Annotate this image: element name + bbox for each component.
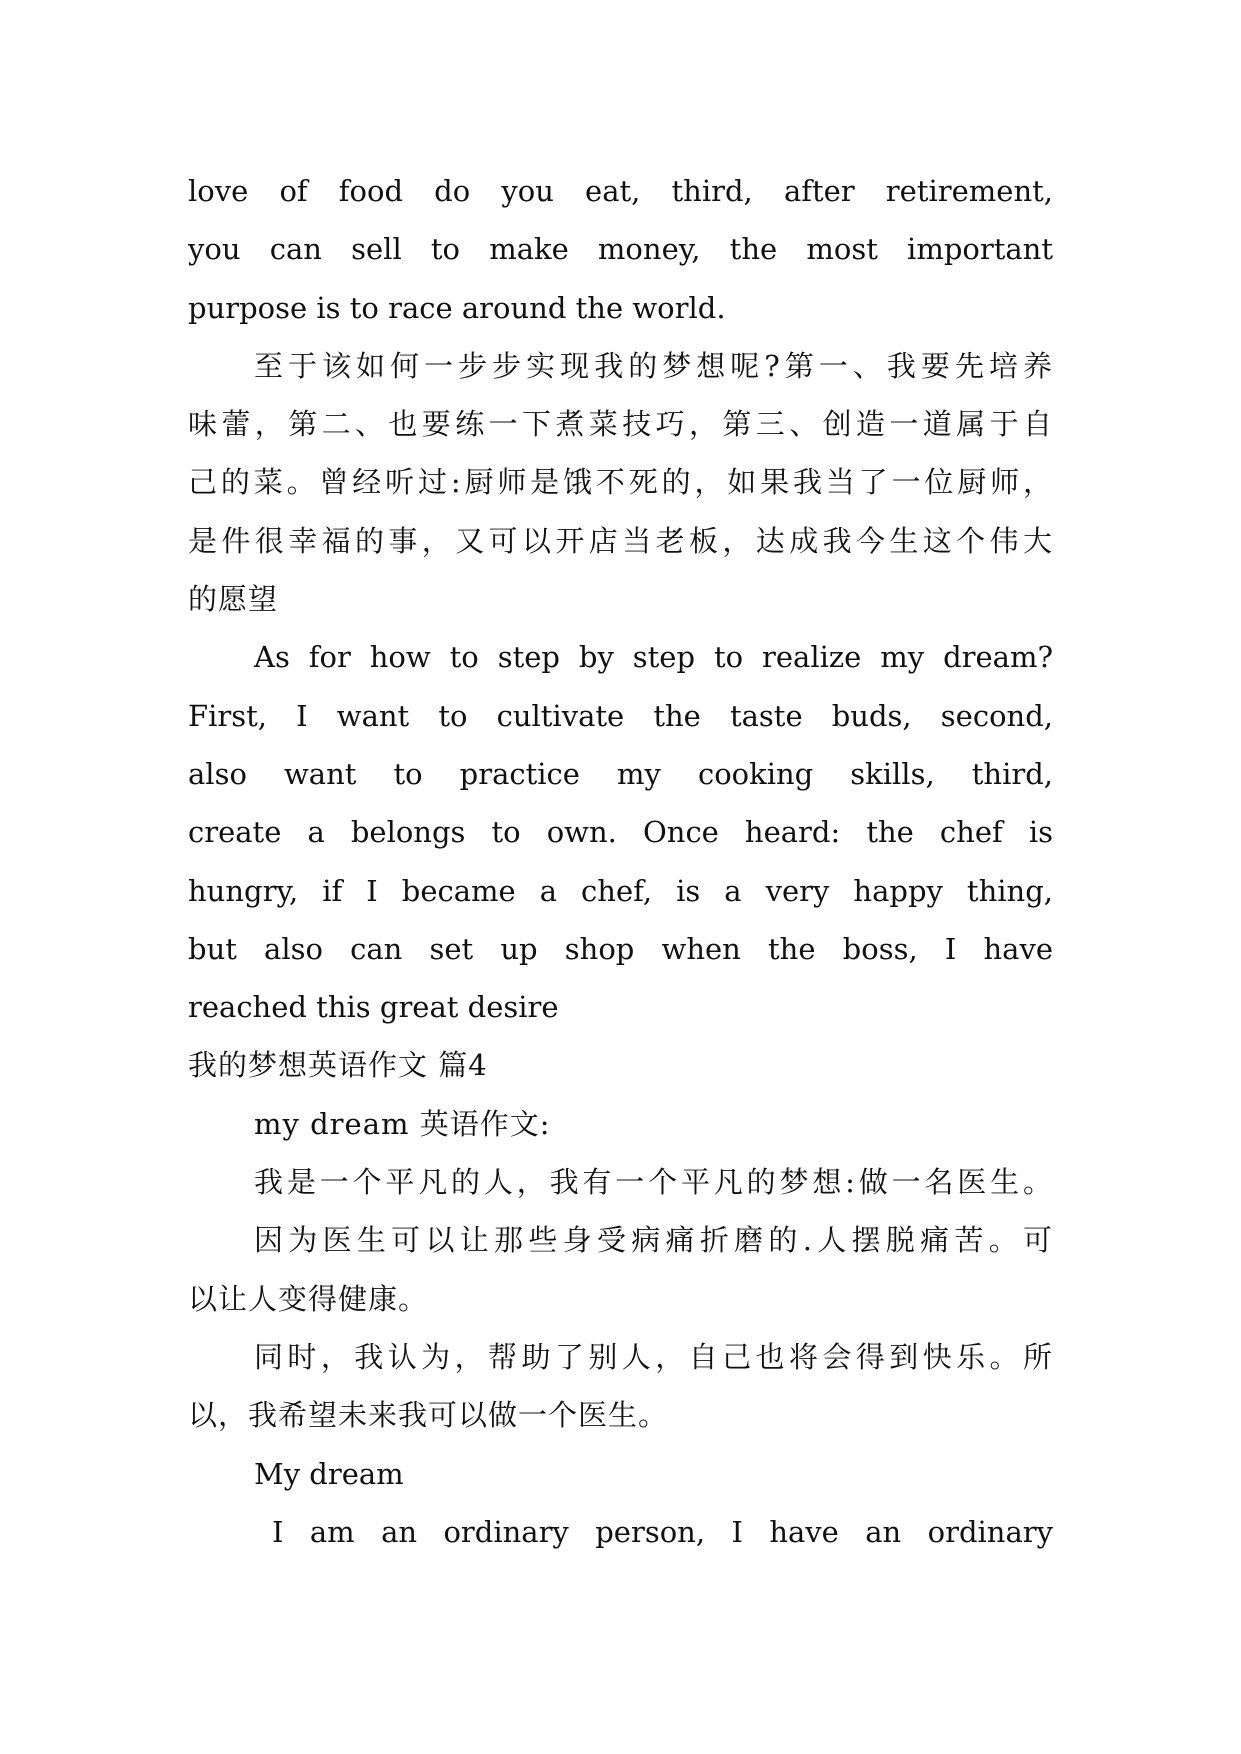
paragraph-line: you can sell to make money, the most important bbox=[188, 232, 1053, 267]
paragraph-line: I am an ordinary person, I have an ordinary bbox=[272, 1514, 1053, 1549]
paragraph-line: love of food do you eat, third, after retirement, bbox=[188, 174, 1053, 208]
paragraph-line: 味蕾，第二、也要练一下煮菜技巧，第三、创造一道属于自 bbox=[188, 407, 1053, 442]
paragraph-line: 以，我希望未来我可以做一个医生。 bbox=[188, 1398, 669, 1433]
paragraph-line: 以让人变得健康。 bbox=[188, 1281, 429, 1316]
document-body bbox=[188, 162, 1053, 1561]
paragraph-line: but also can set up shop when the boss, I have bbox=[188, 931, 1053, 966]
paragraph-line: create a belongs to own. Once heard: the chef is bbox=[188, 815, 1053, 850]
paragraph-line: 是件很幸福的事，又可以开店当老板，达成我今生这个伟大 bbox=[188, 523, 1053, 558]
paragraph-line: My dream bbox=[254, 1456, 404, 1491]
paragraph-line: 我是一个平凡的人，我有一个平凡的梦想:做一名医生。 bbox=[254, 1165, 1053, 1200]
paragraph-line: 己的菜。曾经听过:厨师是饿不死的，如果我当了一位厨师， bbox=[188, 465, 1053, 500]
section-heading: 我的梦想英语作文 篇4 bbox=[188, 1048, 488, 1083]
paragraph-line: 因为医生可以让那些身受病痛折磨的.人摆脱痛苦。可 bbox=[254, 1223, 1053, 1258]
paragraph-line: also want to practice my cooking skills, third, bbox=[188, 756, 1053, 791]
paragraph-line: my dream 英语作文: bbox=[254, 1106, 551, 1141]
paragraph-line: As for how to step by step to realize my dream? bbox=[254, 640, 1053, 675]
paragraph-line: purpose is to race around the world. bbox=[188, 290, 726, 325]
paragraph-line: 至于该如何一步步实现我的梦想呢?第一、我要先培养 bbox=[254, 348, 1053, 383]
paragraph-line: hungry, if I became a chef, is a very happy thing, bbox=[188, 873, 1053, 908]
paragraph-line: 同时，我认为，帮助了别人，自己也将会得到快乐。所 bbox=[254, 1339, 1053, 1374]
paragraph-line: 的愿望 bbox=[188, 582, 279, 617]
paragraph-line: reached this great desire bbox=[188, 990, 559, 1025]
paragraph-line: First, I want to cultivate the taste buds, second, bbox=[188, 698, 1053, 733]
